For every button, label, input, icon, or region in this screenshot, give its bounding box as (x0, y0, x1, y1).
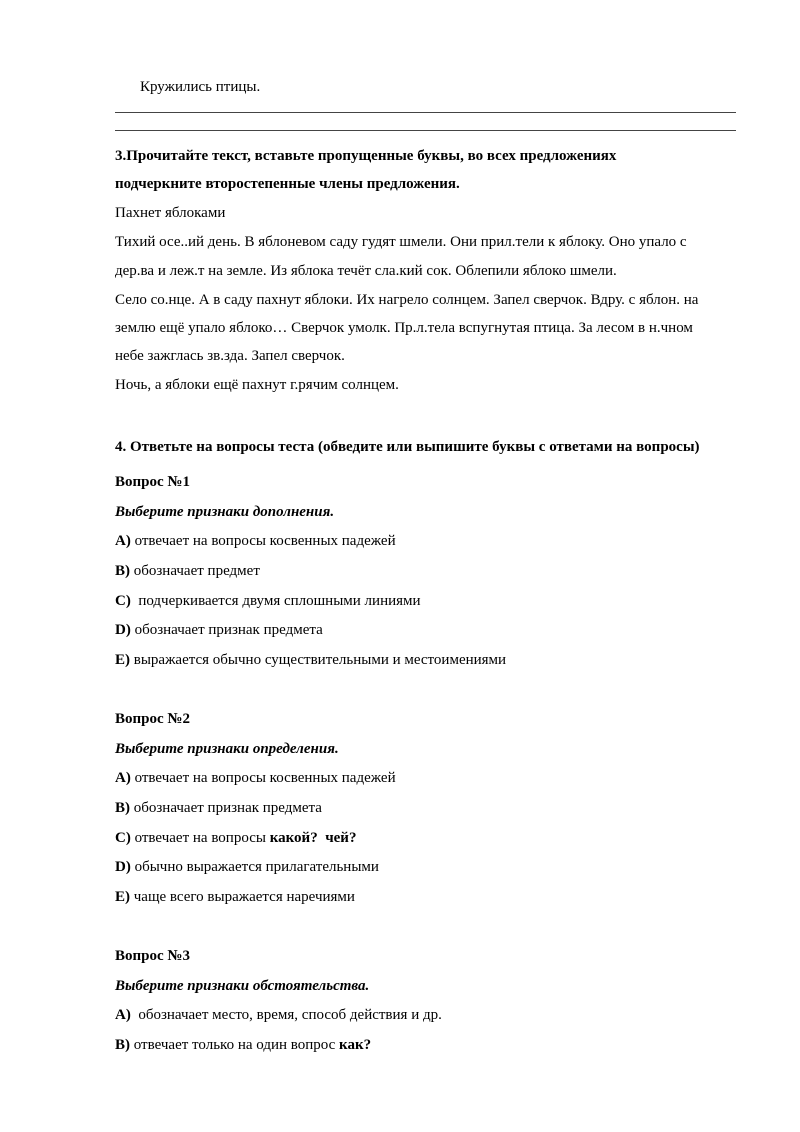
option-letter: A) (115, 533, 131, 549)
text-line: Тихий осе..ий день. В яблоневом саду гудят шмели. Они прил.тели к яблоку. Оно упало с (115, 234, 687, 250)
question-title: Вопрос №1 (115, 474, 190, 490)
question-prompt: Выберите признаки определения. (115, 741, 339, 757)
option-question-words: как? (339, 1037, 372, 1053)
question-prompt: Выберите признаки обстоятельства. (115, 978, 370, 994)
question-prompt: Выберите признаки дополнения. (115, 504, 335, 520)
question-title: Вопрос №3 (115, 948, 190, 964)
answer-line-1 (115, 112, 736, 113)
option-text: обозначает признак предмета (130, 800, 322, 816)
question-title: Вопрос №2 (115, 711, 190, 727)
option-text: обозначает предмет (130, 563, 260, 579)
answer-option[interactable] (115, 829, 356, 847)
option-letter: B) (115, 1037, 130, 1053)
option-question-words: какой? чей? (269, 830, 357, 846)
answer-text-line: Кружились птицы. (140, 79, 261, 95)
task3-heading-line1: 3.Прочитайте текст, вставьте пропущенные буквы, во всех предложениях (115, 148, 617, 164)
task4-heading: 4. Ответьте на вопросы теста (обведите или выпишите буквы с ответами на вопросы) (115, 439, 700, 455)
answer-option[interactable] (115, 1036, 371, 1054)
option-text: обычно выражается прилагательными (130, 859, 379, 875)
option-text: обозначает признак предмета (130, 622, 323, 638)
option-letter: C) (115, 593, 131, 609)
text-line: дер.ва и леж.т на земле. Из яблока течёт сла.кий сок. Облепили яблоко шмели. (115, 263, 617, 279)
text-line: землю ещё упало яблоко… Сверчок умолк. Пр.л.тела вспугнутая птица. За лесом в н.чном (115, 320, 693, 336)
answer-option[interactable] (115, 769, 396, 787)
option-text: отвечает на вопросы косвенных падежей (130, 533, 396, 549)
option-text: выражается обычно существительными и местоимениями (130, 652, 507, 668)
answer-option[interactable] (115, 651, 506, 669)
answer-line-2 (115, 130, 736, 131)
answer-option[interactable] (115, 621, 323, 639)
option-letter: A) (115, 1007, 131, 1023)
answer-option[interactable] (115, 592, 421, 610)
answer-option[interactable] (115, 1006, 442, 1024)
option-letter: B) (115, 800, 130, 816)
option-letter: C) (115, 830, 131, 846)
option-letter: D) (115, 859, 131, 875)
answer-option[interactable] (115, 562, 260, 580)
option-letter: B) (115, 563, 130, 579)
task3-heading-line2: подчеркните второстепенные члены предложения. (115, 176, 460, 192)
text-line: Ночь, а яблоки ещё пахнут г.рячим солнцем. (115, 377, 399, 393)
text-line: небе зажглась зв.зда. Запел сверчок. (115, 348, 345, 364)
answer-option[interactable] (115, 888, 355, 906)
option-text: отвечает на вопросы (130, 830, 270, 846)
option-text: отвечает только на один вопрос (130, 1037, 340, 1053)
answer-option[interactable] (115, 532, 396, 550)
text-title: Пахнет яблоками (115, 205, 226, 221)
option-letter: E) (115, 889, 130, 905)
answer-option[interactable] (115, 799, 322, 817)
option-letter: E) (115, 652, 130, 668)
option-text: чаще всего выражается наречиями (130, 889, 355, 905)
text-line: Село со.нце. А в саду пахнут яблоки. Их нагрело солнцем. Запел сверчок. Вдру. с яблон. на (115, 292, 699, 308)
option-text: обозначает место, время, способ действия и др. (130, 1007, 442, 1023)
option-letter: D) (115, 622, 131, 638)
answer-option[interactable] (115, 858, 379, 876)
option-text: подчеркивается двумя сплошными линиями (130, 593, 421, 609)
option-text: отвечает на вопросы косвенных падежей (130, 770, 396, 786)
option-letter: A) (115, 770, 131, 786)
